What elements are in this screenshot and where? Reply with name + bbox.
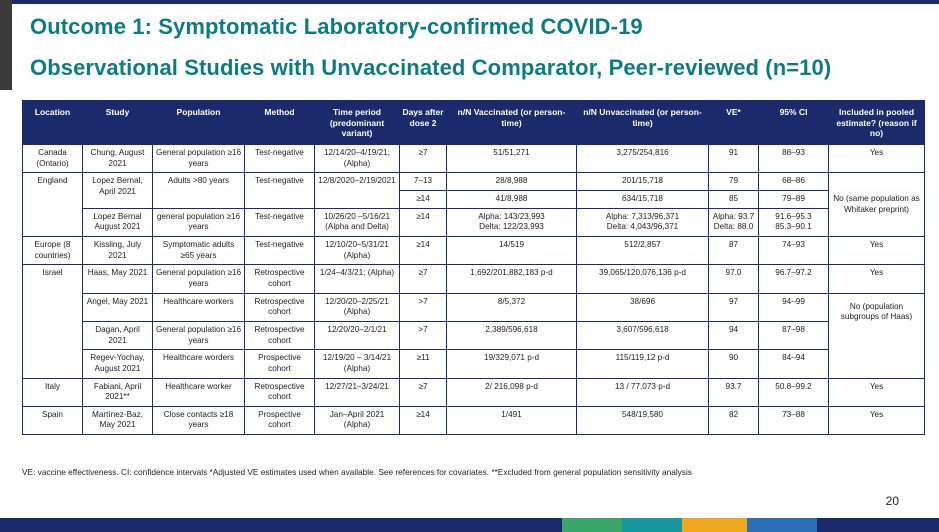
header-time-period: Time period (predominant variant) [315, 101, 400, 145]
table-header-row [23, 101, 925, 145]
cell-unvaccinated: 201/15,718 [577, 173, 709, 191]
cell-study: Lopez Bernal August 2021 [83, 208, 153, 236]
slide-title-line-2: Observational Studies with Unvaccinated Comparator, Peer-reviewed (n=10) [30, 55, 832, 80]
studies-table [22, 100, 925, 435]
cell-study: Haas, May 2021 [83, 265, 153, 293]
cell-ci-alpha: 91.6–95.3 [775, 211, 812, 221]
cell-ci: 74–93 [759, 236, 829, 264]
header-days: Days after dose 2 [400, 101, 447, 145]
bottom-bar-blue [747, 518, 817, 532]
table-row [23, 293, 925, 321]
cell-location: Canada (Ontario) [23, 145, 83, 173]
cell-ve: 79 [709, 173, 759, 191]
cell-population: Adults >80 years [153, 173, 245, 208]
cell-ve-alpha: Alpha: 93.7 [712, 211, 755, 221]
cell-ci: 50.8–99.2 [759, 378, 829, 406]
cell-vaccinated: 2,389/596,618 [447, 321, 577, 349]
cell-days: ≥11 [400, 350, 447, 378]
cell-method: Retrospective cohort [245, 293, 315, 321]
bottom-bar-green [562, 518, 622, 532]
cell-unvaccinated: 634/15,718 [577, 190, 709, 208]
bottom-bar-navy-end [817, 518, 939, 532]
cell-ci: 88–93 [759, 145, 829, 173]
cell-population: General population ≥16 years [153, 265, 245, 293]
cell-included: No (population subgroups of Haas) [829, 293, 925, 378]
cell-included: No (same population as Whitaker preprint) [829, 173, 925, 237]
header-unvaccinated: n/N Unvaccinated (or person-time) [577, 101, 709, 145]
cell-days: ≥7 [400, 265, 447, 293]
cell-included: Yes [829, 406, 925, 434]
cell-unvaccinated: 3,607/596,618 [577, 321, 709, 349]
cell-unvaccinated: 3,275/254,816 [577, 145, 709, 173]
cell-ve: 82 [709, 406, 759, 434]
cell-vaccinated-delta: Delta: 122/23,993 [479, 222, 544, 232]
cell-method: Test-negative [245, 236, 315, 264]
cell-time: 12/20/20–2/1/21 [315, 321, 400, 349]
cell-unvaccinated-delta: Delta: 4,043/96,371 [606, 222, 679, 232]
cell-unvaccinated [577, 208, 709, 236]
cell-days: ≥14 [400, 406, 447, 434]
cell-days: >7 [400, 293, 447, 321]
cell-vaccinated: 28/8,988 [447, 173, 577, 191]
page-number: 20 [885, 494, 899, 508]
cell-ve: 97.0 [709, 265, 759, 293]
cell-included: Yes [829, 378, 925, 406]
cell-ci: 84–94 [759, 350, 829, 378]
cell-ci [759, 208, 829, 236]
table-row [23, 236, 925, 264]
top-accent-bar [0, 0, 939, 4]
cell-method: Retrospective cohort [245, 265, 315, 293]
table-row [23, 173, 925, 191]
cell-unvaccinated: 39,065/120,076,136 p-d [577, 265, 709, 293]
cell-study: Regev-Yochay, August 2021 [83, 350, 153, 378]
cell-population: General population ≥16 years [153, 145, 245, 173]
cell-days: ≥7 [400, 145, 447, 173]
header-ci: 95% CI [759, 101, 829, 145]
cell-ci: 96.7–97.2 [759, 265, 829, 293]
cell-vaccinated: 19/329,071 p-d [447, 350, 577, 378]
cell-ci: 87–98 [759, 321, 829, 349]
cell-days: ≥14 [400, 208, 447, 236]
cell-unvaccinated: 512/2,857 [577, 236, 709, 264]
cell-study: Lopez Bernal, April 2021 [83, 173, 153, 208]
table-row [23, 208, 925, 236]
cell-unvaccinated: 548/19,580 [577, 406, 709, 434]
cell-population: Healthcare worders [153, 350, 245, 378]
left-accent-bar [0, 0, 12, 90]
header-ve: VE* [709, 101, 759, 145]
cell-population: Symptomatic adults ≥65 years [153, 236, 245, 264]
cell-ci: 79–89 [759, 190, 829, 208]
cell-vaccinated: 41/8,988 [447, 190, 577, 208]
table-row [23, 350, 925, 378]
cell-vaccinated: 1/491 [447, 406, 577, 434]
cell-ve-delta: Delta: 88.0 [713, 222, 754, 232]
cell-days: 7–13 [400, 173, 447, 191]
cell-location: Italy [23, 378, 83, 406]
header-included: Included in pooled estimate? (reason if no) [829, 101, 925, 145]
cell-study: Kissling, July 2021 [83, 236, 153, 264]
bottom-color-bar [0, 518, 939, 532]
cell-location: England [23, 173, 83, 237]
cell-location: Europe (8 countries) [23, 236, 83, 264]
footnote: VE: vaccine effectiveness. CI: confidence intervals *Adjusted VE estimates used when available. See references for covariates. **Excluded from general population sensitivity analysis [22, 467, 692, 477]
header-vaccinated: n/N Vaccinated (or person-time) [447, 101, 577, 145]
cell-method: Prospective cohort [245, 406, 315, 434]
cell-days: ≥14 [400, 236, 447, 264]
cell-population: Healthcare workers [153, 293, 245, 321]
header-study: Study [83, 101, 153, 145]
cell-method: Prospective cohort [245, 350, 315, 378]
cell-vaccinated: 8/5,372 [447, 293, 577, 321]
cell-time: 12/10/20–5/31/21 (Alpha) [315, 236, 400, 264]
cell-ve: 94 [709, 321, 759, 349]
cell-vaccinated: 51/51,271 [447, 145, 577, 173]
cell-population: Healthcare worker [153, 378, 245, 406]
cell-vaccinated [447, 208, 577, 236]
cell-study: Fabiani, April 2021** [83, 378, 153, 406]
slide-title-line-1: Outcome 1: Symptomatic Laboratory-confirmed COVID-19 [30, 14, 643, 39]
cell-vaccinated: 2/ 216,098 p-d [447, 378, 577, 406]
cell-ve [709, 208, 759, 236]
cell-included: Yes [829, 265, 925, 293]
cell-study: Dagan, April 2021 [83, 321, 153, 349]
cell-unvaccinated-alpha: Alpha: 7,313/96,371 [605, 211, 680, 221]
cell-days: >7 [400, 321, 447, 349]
cell-unvaccinated: 115/119,12 p-d [577, 350, 709, 378]
cell-unvaccinated: 38/696 [577, 293, 709, 321]
cell-ve: 93.7 [709, 378, 759, 406]
cell-population: Close contacts ≥18 years [153, 406, 245, 434]
header-location: Location [23, 101, 83, 145]
cell-study: Martínez-Baz, May 2021 [83, 406, 153, 434]
cell-method: Test-negative [245, 173, 315, 208]
cell-ve: 85 [709, 190, 759, 208]
cell-vaccinated-alpha: Alpha: 143/23,993 [478, 211, 545, 221]
header-method: Method [245, 101, 315, 145]
cell-vaccinated: 14/519 [447, 236, 577, 264]
cell-ci: 94–99 [759, 293, 829, 321]
table-row [23, 321, 925, 349]
table-row [23, 145, 925, 173]
cell-included: Yes [829, 145, 925, 173]
cell-ve: 90 [709, 350, 759, 378]
bottom-bar-teal [622, 518, 682, 532]
cell-time: 12/27/21–3/24/21 [315, 378, 400, 406]
cell-location: Israel [23, 265, 83, 378]
cell-ci-delta: 85.3–90.1 [775, 222, 812, 232]
cell-location: Spain [23, 406, 83, 434]
cell-method: Retrospective cohort [245, 378, 315, 406]
cell-time: 12/19/20 – 3/14/21 (Alpha) [315, 350, 400, 378]
cell-vaccinated: 1,692/201,882,183 p-d [447, 265, 577, 293]
bottom-bar-orange [682, 518, 747, 532]
cell-ve: 91 [709, 145, 759, 173]
cell-method: Test-negative [245, 145, 315, 173]
cell-method: Test-negative [245, 208, 315, 236]
cell-method: Retrospective cohort [245, 321, 315, 349]
table-row [23, 378, 925, 406]
cell-study: Angel, May 2021 [83, 293, 153, 321]
cell-ve: 87 [709, 236, 759, 264]
table-row [23, 406, 925, 434]
cell-population: general population ≥16 years [153, 208, 245, 236]
cell-ci: 68–86 [759, 173, 829, 191]
cell-time: Jan–April 2021 (Alpha) [315, 406, 400, 434]
cell-days: ≥7 [400, 378, 447, 406]
header-population: Population [153, 101, 245, 145]
cell-unvaccinated: 13 / 77,073 p-d [577, 378, 709, 406]
cell-days: ≥14 [400, 190, 447, 208]
cell-time: 12/8/2020–2/19/2021 [315, 173, 400, 208]
cell-time: 12/14/20–4/19/21; (Alpha) [315, 145, 400, 173]
table-row [23, 265, 925, 293]
bottom-bar-navy [0, 518, 562, 532]
cell-ci: 73–88 [759, 406, 829, 434]
cell-population: General population ≥16 years [153, 321, 245, 349]
cell-time: 12/20/20–2/25/21 (Alpha) [315, 293, 400, 321]
cell-ve: 97 [709, 293, 759, 321]
cell-included: Yes [829, 236, 925, 264]
cell-time: 1/24–4/3/21; (Alpha) [315, 265, 400, 293]
cell-study: Chung, August 2021 [83, 145, 153, 173]
cell-time: 10/26/20 –5/16/21 (Alpha and Delta) [315, 208, 400, 236]
